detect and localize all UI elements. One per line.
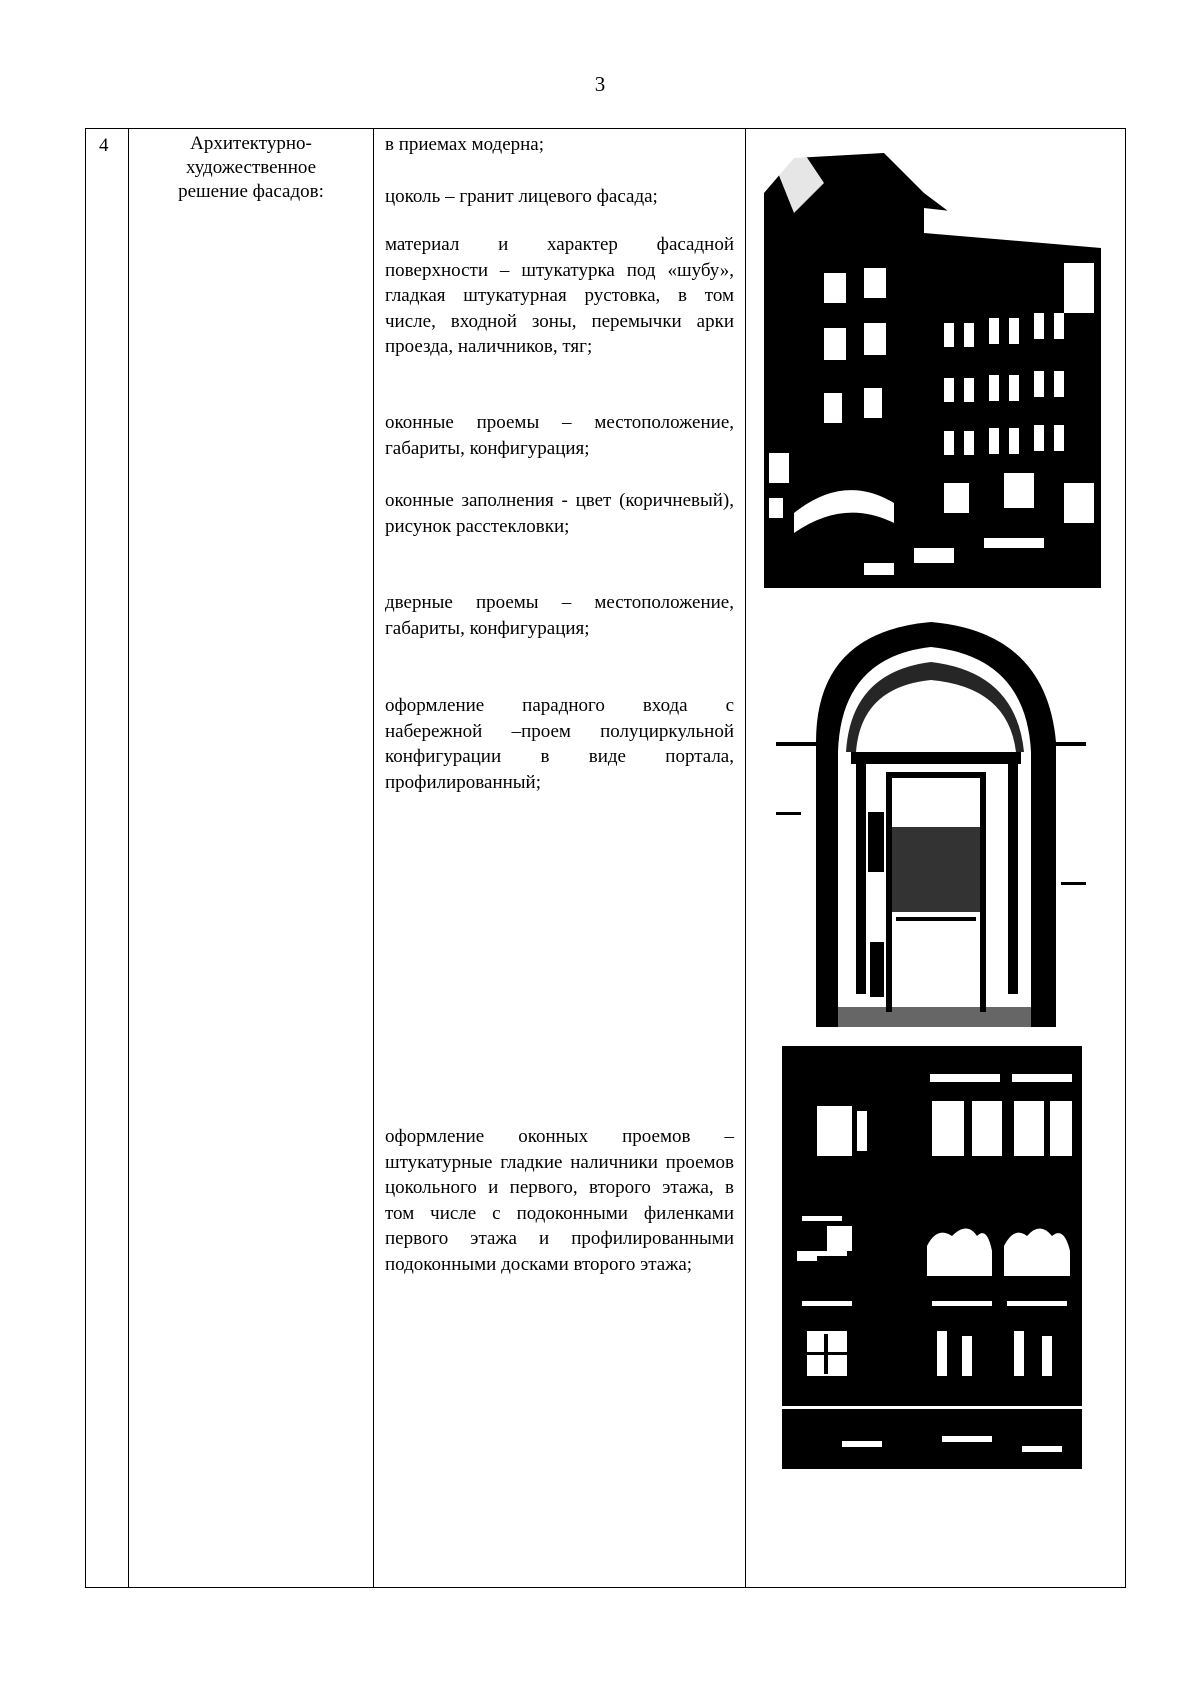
row-name-cell: [129, 129, 374, 1588]
description-paragraph: в приемах модерна;: [385, 134, 545, 155]
description-paragraph: цоколь – гранит лицевого фасада;: [385, 186, 658, 207]
description-paragraph: оконные заполнения - цвет (коричневый), рисунок расстекловки;: [385, 490, 734, 537]
row-number: 4: [99, 135, 109, 156]
row-name-line: решение фасадов:: [178, 181, 324, 202]
description-cell: [374, 129, 746, 1588]
entrance-portal-photo: [776, 612, 1086, 1027]
features-table: [85, 128, 1126, 1588]
row-name-line: художественное: [185, 157, 317, 178]
building-facade-photo: [764, 153, 1101, 588]
table-row: [86, 129, 1126, 1588]
row-name-line: Архитектурно-: [190, 133, 312, 154]
row-name: [129, 129, 373, 204]
page-number: 3: [594, 72, 606, 96]
description-paragraph: оформление оконных проемов – штукатурные гладкие наличники проемов цокольного и первого, второго этажа, в том числе с подоконными филенками первого этажа и профилированными подоконными досками второго этажа;: [385, 1126, 734, 1275]
description-paragraph: материал и характер фасадной поверхности – штукатурка под «шубу», гладкая штукатурная рустовка, в том числе, входной зоны, перемычки арки проезда, наличников, тяг;: [385, 234, 734, 357]
description-paragraph: оформление парадного входа с набережной –проем полуциркульной конфигурации в виде портала, профилированный;: [385, 695, 734, 793]
window-surrounds-photo: [782, 1046, 1082, 1469]
description-paragraph: дверные проемы – местоположение, габариты, конфигурация;: [385, 592, 734, 639]
description-paragraph: оконные проемы – местоположение, габариты, конфигурация;: [385, 412, 734, 459]
photos-cell: [746, 129, 1126, 1588]
row-number-cell: [86, 129, 129, 1588]
